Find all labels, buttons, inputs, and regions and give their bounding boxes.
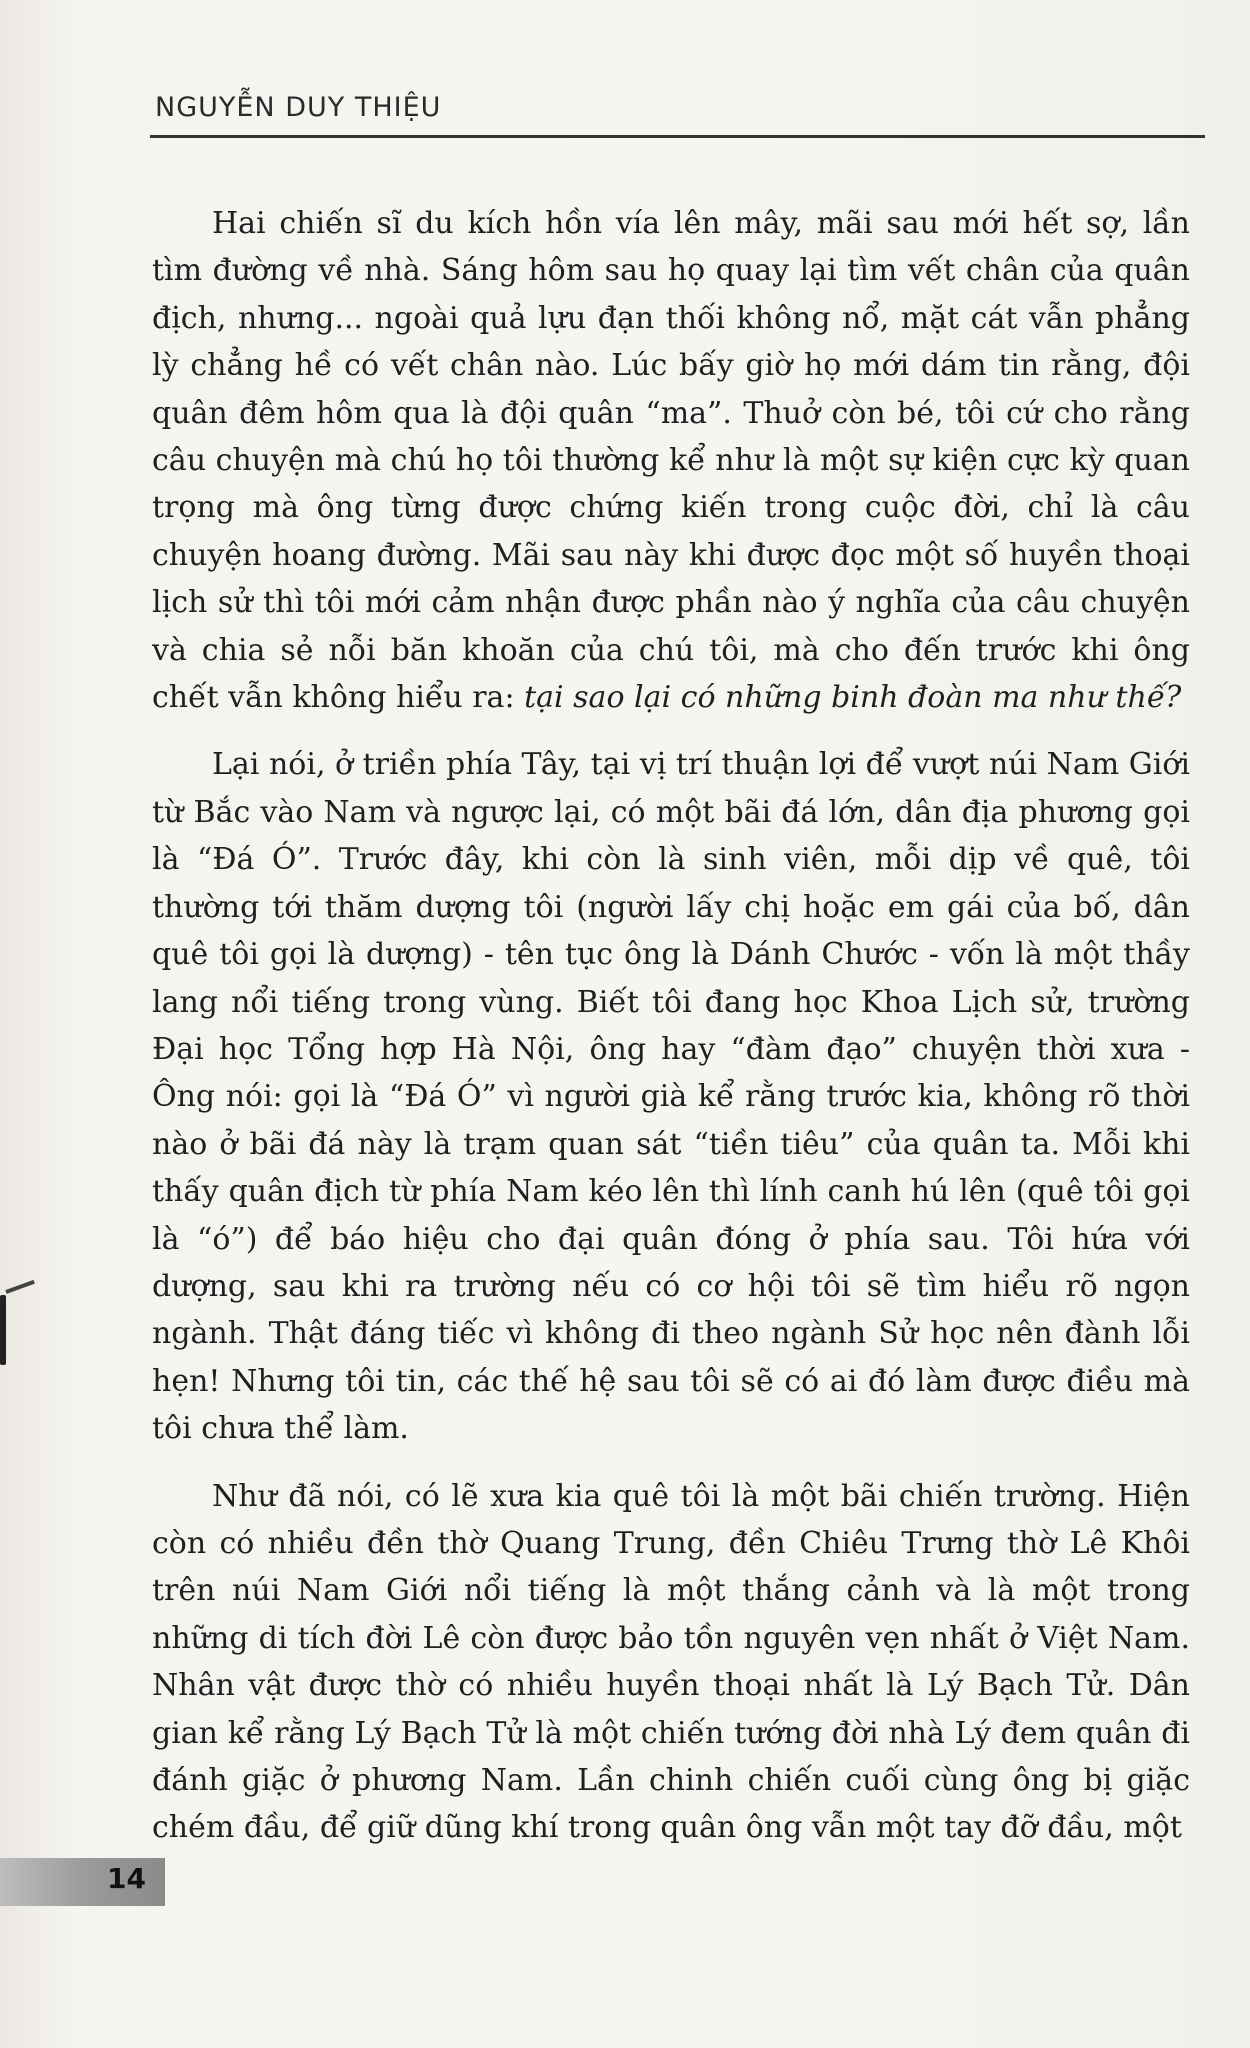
margin-scan-mark — [0, 1295, 6, 1365]
running-header-author: NGUYỄN DUY THIỆU — [155, 92, 442, 123]
body-text — [152, 200, 1190, 1872]
page-number: 14 — [107, 1862, 146, 1895]
paragraph-3: Như đã nói, có lẽ xưa kia quê tôi là một bãi chiến trường. Hiện còn có nhiều đền thờ Quang Trung, đền Chiêu Trưng thờ Lê Khôi trên núi Nam Giới nổi tiếng là một thắng cảnh và là một trong những di tích đời Lê còn được bảo tồn nguyên vẹn nhất ở Việt Nam. Nhân vật được thờ có nhiều huyền thoại nhất là Lý Bạch Tử. Dân gian kể rằng Lý Bạch Tử là một chiến tướng đời nhà Lý đem quân đi đánh giặc ở phương Nam. Lần chinh chiến cuối cùng ông bị giặc chém đầu, để giữ dũng khí trong quân ông vẫn một tay đỡ đầu, một — [152, 1478, 1190, 1846]
paragraph-1 — [152, 200, 1190, 721]
paragraph-2: Lại nói, ở triền phía Tây, tại vị trí thuận lợi để vượt núi Nam Giới từ Bắc vào Nam và ngược lại, có một bãi đá lớn, dân địa phương gọi là “Đá Ó”. Trước đây, khi còn là sinh viên, mỗi dịp về quê, tôi thường tới thăm dượng tôi (người lấy chị hoặc em gái của bố, dân quê tôi gọi là dượng) - tên tục ông là Dánh Chước - vốn là một thầy lang nổi tiếng trong vùng. Biết tôi đang học Khoa Lịch sử, trường Đại học Tổng hợp Hà Nội, ông hay “đàm đạo” chuyện thời xưa - Ông nói: gọi là “Đá Ó” vì người già kể rằng trước kia, không rõ thời nào ở bãi đá này là trạm quan sát “tiền tiêu” của quân ta. Mỗi khi thấy quân địch từ phía Nam kéo lên thì lính canh hú lên (quê tôi gọi là “ó”) để báo hiệu cho đại quân đóng ở phía sau. Tôi hứa với dượng, sau khi ra trường nếu có cơ hội tôi sẽ tìm hiểu rõ ngọn ngành. Thật đáng tiếc vì không đi theo ngành Sử học nên đành lỗi hẹn! Nhưng tôi tin, các thế hệ sau tôi sẽ có ai đó làm được điều mà tôi chưa thể làm. — [152, 747, 1190, 1447]
paragraph-1-italic: tại sao lại có những binh đoàn ma như thế? — [524, 680, 1182, 716]
paragraph-1-text: Hai chiến sĩ du kích hồn vía lên mây, mãi sau mới hết sợ, lần tìm đường về nhà. Sáng hôm sau họ quay lại tìm vết chân của quân địch, nhưng... ngoài quả lựu đạn thối không nổ, mặt cát vẫn phẳng lỳ chẳng hề có vết chân nào. Lúc bấy giờ họ mới dám tin rằng, đội quân đêm hôm qua là đội quân “ma”. Thuở còn bé, tôi cứ cho rằng câu chuyện mà chú họ tôi thường kể như là một sự kiện cực kỳ quan trọng mà ông từng được chứng kiến trong cuộc đời, chỉ là câu chuyện hoang đường. Mãi sau này khi được đọc một số huyền thoại lịch sử thì tôi mới cảm nhận được phần nào ý nghĩa của câu chuyện và chia sẻ nỗi băn khoăn của chú tôi, mà cho đến trước khi ông chết vẫn không hiểu ra: — [152, 206, 1190, 716]
margin-scan-mark-tip — [5, 1280, 35, 1294]
header-rule — [150, 135, 1205, 138]
